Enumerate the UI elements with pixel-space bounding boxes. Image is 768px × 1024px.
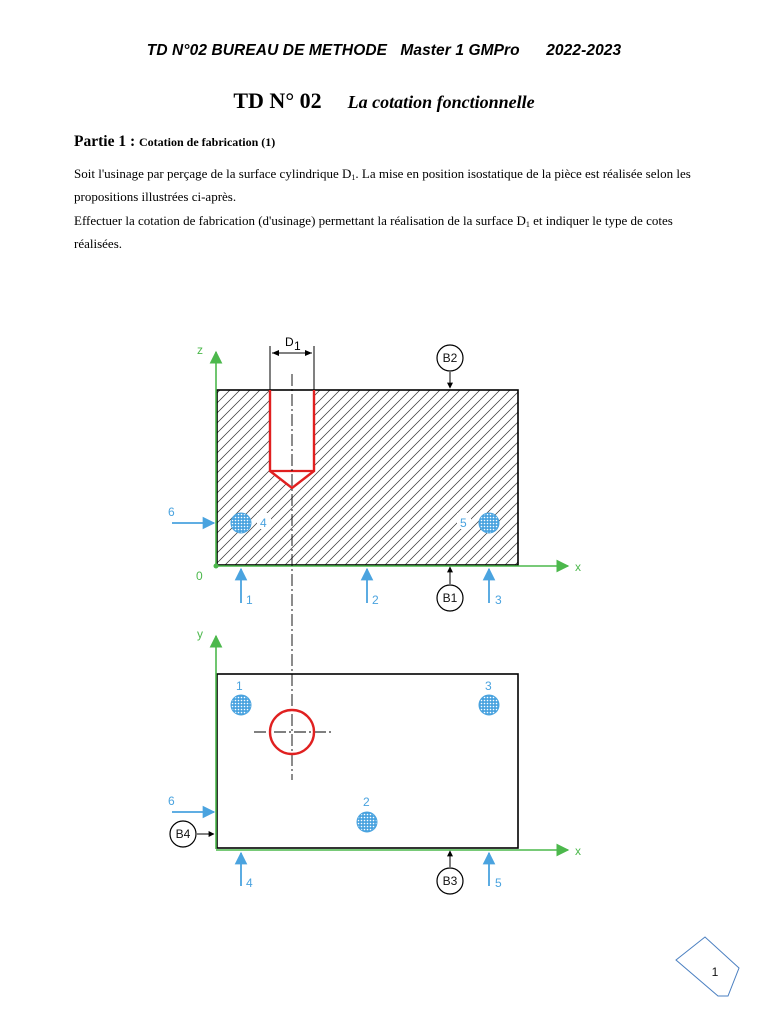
contact-point-5 bbox=[479, 513, 499, 533]
bubble-b1-label: B1 bbox=[442, 591, 458, 605]
hatch-line bbox=[0, 370, 200, 590]
hatch-line bbox=[470, 370, 690, 590]
p1-text-b: . La mise en position isostatique de la pièce est réalisée selon les propositions illustrées ci-après. bbox=[74, 166, 691, 204]
hatch-line bbox=[310, 370, 530, 590]
p2-text-a: Effectuer la cotation de fabrication (d'usinage) permettant la réalisation de la surface D bbox=[74, 213, 526, 228]
axis-z-label: z bbox=[197, 343, 203, 357]
hatch-line bbox=[520, 370, 740, 590]
hatch-line bbox=[460, 370, 680, 590]
p1-subscript: 1 bbox=[351, 173, 356, 182]
lateral-6-plan-label: 6 bbox=[168, 794, 175, 808]
hatch-line bbox=[80, 370, 300, 590]
axis-y-label: y bbox=[197, 627, 203, 641]
top-view bbox=[168, 627, 581, 894]
hatch-line bbox=[440, 370, 660, 590]
contact-point-2 bbox=[357, 812, 377, 832]
hatch-line bbox=[290, 370, 510, 590]
dimension-d1-label: D bbox=[285, 335, 294, 349]
page-number-badge bbox=[676, 937, 739, 996]
p2-subscript: 1 bbox=[525, 220, 530, 229]
hatch-line bbox=[40, 370, 260, 590]
hatch-line bbox=[360, 370, 580, 590]
hatch-line bbox=[530, 370, 750, 590]
point-2-label: 2 bbox=[363, 795, 370, 809]
hatch-line bbox=[400, 370, 620, 590]
page-number: 1 bbox=[711, 965, 719, 979]
hatch-line bbox=[60, 370, 280, 590]
dimension-d1-sub: 1 bbox=[294, 339, 301, 353]
support-1-label: 1 bbox=[246, 593, 253, 607]
hatch-line bbox=[0, 370, 220, 590]
hatch-line bbox=[230, 370, 450, 590]
hatch-line bbox=[480, 370, 700, 590]
contact-point-3 bbox=[479, 695, 499, 715]
point-4-label: 4 bbox=[260, 516, 267, 530]
hatch-line bbox=[330, 370, 550, 590]
header-course: TD N°02 BUREAU DE METHODE bbox=[146, 42, 388, 59]
point-3-label: 3 bbox=[485, 679, 492, 693]
hatch-line bbox=[430, 370, 650, 590]
hatch-line bbox=[20, 370, 240, 590]
origin-label: 0 bbox=[196, 569, 203, 583]
hatch-line bbox=[50, 370, 270, 590]
hatch-line bbox=[340, 370, 560, 590]
hatch-line bbox=[320, 370, 540, 590]
section-label: Partie 1 : bbox=[74, 133, 136, 150]
point-5-label: 5 bbox=[460, 516, 467, 530]
title-sub: La cotation fonctionnelle bbox=[347, 92, 535, 112]
bubble-b4-label: B4 bbox=[175, 827, 191, 841]
header-year: 2022-2023 bbox=[546, 42, 622, 59]
hatch-line bbox=[130, 370, 350, 590]
hatch-line bbox=[510, 370, 730, 590]
hatch-line bbox=[390, 370, 610, 590]
contact-point-1 bbox=[231, 695, 251, 715]
title-main: TD N° 02 bbox=[233, 88, 322, 113]
bubble-b3-label: B3 bbox=[442, 874, 458, 888]
front-view bbox=[0, 335, 750, 611]
hatch-line bbox=[150, 370, 370, 590]
hatch-line bbox=[10, 370, 230, 590]
hatch-line bbox=[410, 370, 630, 590]
hatch-line bbox=[420, 370, 640, 590]
hatch-line bbox=[500, 370, 720, 590]
hatch-line bbox=[490, 370, 710, 590]
section-title: Cotation de fabrication (1) bbox=[138, 135, 276, 149]
axis-x-top-view-label: x bbox=[575, 844, 581, 858]
hatch-line bbox=[380, 370, 600, 590]
support-5-label: 5 bbox=[495, 876, 502, 890]
support-2-label: 2 bbox=[372, 593, 379, 607]
hatch-line bbox=[350, 370, 570, 590]
hatch-line bbox=[300, 370, 520, 590]
support-4-label: 4 bbox=[246, 876, 253, 890]
section-hatching bbox=[0, 370, 750, 590]
hatch-line bbox=[370, 370, 590, 590]
p1-text-a: Soit l'usinage par perçage de la surface cylindrique D bbox=[74, 166, 352, 181]
hatch-line bbox=[0, 370, 210, 590]
axis-x-front-label: x bbox=[575, 560, 581, 574]
hatch-line bbox=[220, 370, 440, 590]
point-1-label: 1 bbox=[236, 679, 243, 693]
hatch-line bbox=[70, 370, 290, 590]
hatch-line bbox=[210, 370, 430, 590]
p2-text-b: et indiquer le type de cotes réalisées. bbox=[74, 213, 673, 251]
support-3-label: 3 bbox=[495, 593, 502, 607]
bubble-b2-label: B2 bbox=[442, 351, 458, 365]
lateral-6-label: 6 bbox=[168, 505, 175, 519]
contact-point-4 bbox=[231, 513, 251, 533]
hatch-line bbox=[450, 370, 670, 590]
header-level: Master 1 GMPro bbox=[400, 42, 520, 59]
hatch-line bbox=[140, 370, 360, 590]
